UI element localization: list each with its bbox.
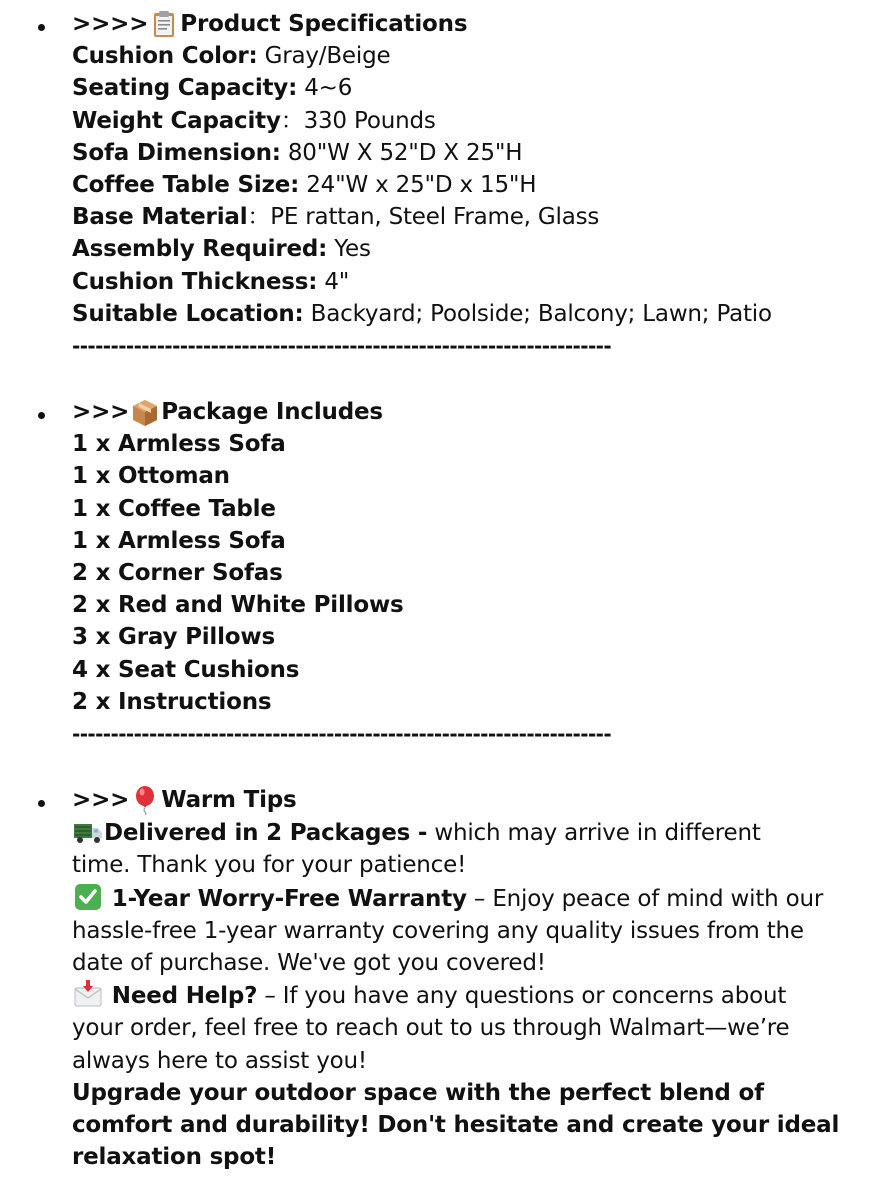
spec-label: Sofa Dimension:: [72, 139, 281, 166]
package-item: 2 x Corner Sofas: [72, 560, 283, 587]
spec-value: Gray/Beige: [257, 43, 391, 70]
package-heading: [72, 396, 847, 428]
specs-section: [0, 8, 877, 362]
bullet-dot: [38, 800, 45, 807]
spec-value: 24"W x 25"D x 15"H: [299, 172, 537, 199]
spec-row: [72, 266, 847, 298]
tips-section: [0, 784, 877, 1173]
help-text: – If you have any questions or concerns about: [257, 983, 787, 1010]
section-divider: ----------------------------------------------------------------------: [72, 722, 612, 747]
spec-row: [72, 105, 847, 137]
balloon-icon: [130, 785, 160, 815]
help-tip: [72, 979, 847, 1012]
delivery-title: Delivered in 2 Packages -: [104, 820, 428, 847]
closing-text: Upgrade your outdoor space with the perfect blend of: [72, 1079, 764, 1106]
tips-title: Warm Tips: [161, 787, 297, 814]
section-divider: ----------------------------------------------------------------------: [72, 334, 612, 359]
warranty-text: – Enjoy peace of mind with our: [466, 885, 824, 912]
check-icon: [73, 882, 103, 912]
package-section: [0, 396, 877, 750]
tips-heading: [72, 784, 847, 816]
closing-text: relaxation spot!: [72, 1144, 277, 1171]
package-item: 4 x Seat Cushions: [72, 656, 300, 683]
spec-value: ：PE rattan, Steel Frame, Glass: [247, 204, 600, 231]
spec-value: Backyard; Poolside; Balcony; Lawn; Patio: [303, 300, 772, 327]
help-title: Need Help?: [104, 983, 258, 1010]
spec-label: Suitable Location:: [72, 300, 304, 327]
package-title: Package Includes: [161, 399, 383, 426]
spec-label: Base Material: [72, 204, 248, 231]
help-text-cont: always here to assist you!: [72, 1047, 367, 1074]
delivery-text-cont: time. Thank you for your patience!: [72, 852, 467, 879]
warranty-text-cont: hassle-free 1-year warranty covering any quality issues from the: [72, 917, 804, 944]
spec-value: 4": [317, 268, 350, 295]
package-item: 1 x Coffee Table: [72, 495, 276, 522]
spec-label: Weight Capacity: [72, 107, 281, 134]
package-item: 3 x Gray Pillows: [72, 624, 275, 651]
delivery-tip: [72, 816, 847, 849]
spec-label: Seating Capacity:: [72, 75, 298, 102]
spec-row: [72, 298, 847, 330]
tips-prefix: >>>: [72, 787, 130, 814]
warranty-title: 1-Year Worry-Free Warranty: [104, 885, 467, 912]
spec-row: [72, 169, 847, 201]
spec-value: Yes: [327, 236, 371, 263]
package-item: 1 x Ottoman: [72, 463, 230, 490]
spec-label: Cushion Color:: [72, 43, 258, 70]
specs-title: Product Specifications: [180, 11, 468, 37]
spec-row: [72, 72, 847, 104]
truck-icon: [73, 816, 103, 846]
spec-label: Assembly Required:: [72, 236, 328, 263]
spec-row: [72, 137, 847, 169]
spec-row: [72, 40, 847, 72]
package-item: 1 x Armless Sofa: [72, 527, 286, 554]
spec-row: [72, 201, 847, 233]
warranty-tip: [72, 882, 847, 915]
specs-prefix: >>>>: [72, 11, 149, 37]
specs-heading: [72, 8, 847, 40]
spec-value: ：330 Pounds: [280, 107, 436, 134]
closing-text: comfort and durability! Don't hesitate and create your ideal: [72, 1112, 840, 1139]
spec-label: Coffee Table Size:: [72, 172, 300, 199]
bullet-dot: [38, 24, 45, 31]
package-item: 2 x Red and White Pillows: [72, 592, 404, 619]
delivery-text: which may arrive in different: [427, 820, 761, 847]
envelope-icon: [73, 979, 103, 1009]
spec-row: [72, 233, 847, 265]
spec-value: 4~6: [297, 75, 353, 102]
spec-value: 80"W X 52"D X 25"H: [280, 139, 523, 166]
spec-label: Cushion Thickness:: [72, 268, 318, 295]
package-item: 2 x Instructions: [72, 688, 272, 715]
package-item: 1 x Armless Sofa: [72, 431, 286, 458]
bullet-dot: [38, 412, 45, 419]
clipboard-icon: [149, 9, 179, 39]
package-icon: [130, 397, 160, 427]
warranty-text-cont: date of purchase. We've got you covered!: [72, 950, 546, 977]
help-text-cont: your order, feel free to reach out to us through Walmart—we’re: [72, 1015, 790, 1042]
package-prefix: >>>: [72, 399, 130, 426]
